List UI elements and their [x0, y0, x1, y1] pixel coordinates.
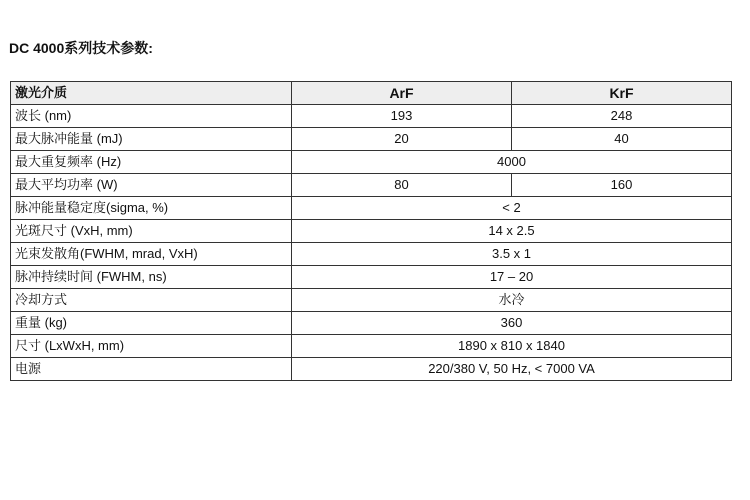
table-row	[11, 197, 732, 220]
table-row	[11, 128, 732, 151]
row-value-merged: 3.5 x 1	[292, 243, 732, 266]
table-header-row	[11, 82, 732, 105]
row-label: 最大平均功率 (W)	[11, 174, 292, 197]
row-value-krf: 40	[512, 128, 732, 151]
header-arf-cell: ArF	[292, 82, 512, 105]
row-value-arf: 80	[292, 174, 512, 197]
row-label: 光斑尺寸 (VxH, mm)	[11, 220, 292, 243]
header-krf-cell: KrF	[512, 82, 732, 105]
row-value-arf: 193	[292, 105, 512, 128]
header-label-cell: 激光介质	[11, 82, 292, 105]
row-label: 波长 (nm)	[11, 105, 292, 128]
table-row	[11, 266, 732, 289]
table-row	[11, 358, 732, 381]
row-value-merged: 水冷	[292, 289, 732, 312]
table-row	[11, 220, 732, 243]
table-row	[11, 243, 732, 266]
row-label: 重量 (kg)	[11, 312, 292, 335]
spec-table	[10, 81, 732, 381]
row-label: 冷却方式	[11, 289, 292, 312]
table-row	[11, 312, 732, 335]
row-value-merged: 220/380 V, 50 Hz, < 7000 VA	[292, 358, 732, 381]
row-label: 尺寸 (LxWxH, mm)	[11, 335, 292, 358]
table-row	[11, 289, 732, 312]
row-value-merged: 14 x 2.5	[292, 220, 732, 243]
row-value-krf: 248	[512, 105, 732, 128]
row-label: 光束发散角(FWHM, mrad, VxH)	[11, 243, 292, 266]
row-label: 电源	[11, 358, 292, 381]
table-row	[11, 105, 732, 128]
row-value-merged: 1890 x 810 x 1840	[292, 335, 732, 358]
row-value-merged: 360	[292, 312, 732, 335]
table-row	[11, 151, 732, 174]
row-value-arf: 20	[292, 128, 512, 151]
row-label: 最大重复频率 (Hz)	[11, 151, 292, 174]
row-value-merged: 17 – 20	[292, 266, 732, 289]
page-title: DC 4000系列技术参数:	[9, 40, 153, 56]
table-row	[11, 335, 732, 358]
row-value-krf: 160	[512, 174, 732, 197]
row-value-merged: < 2	[292, 197, 732, 220]
row-label: 脉冲持续时间 (FWHM, ns)	[11, 266, 292, 289]
table-row	[11, 174, 732, 197]
row-label: 脉冲能量稳定度(sigma, %)	[11, 197, 292, 220]
row-value-merged: 4000	[292, 151, 732, 174]
row-label: 最大脉冲能量 (mJ)	[11, 128, 292, 151]
